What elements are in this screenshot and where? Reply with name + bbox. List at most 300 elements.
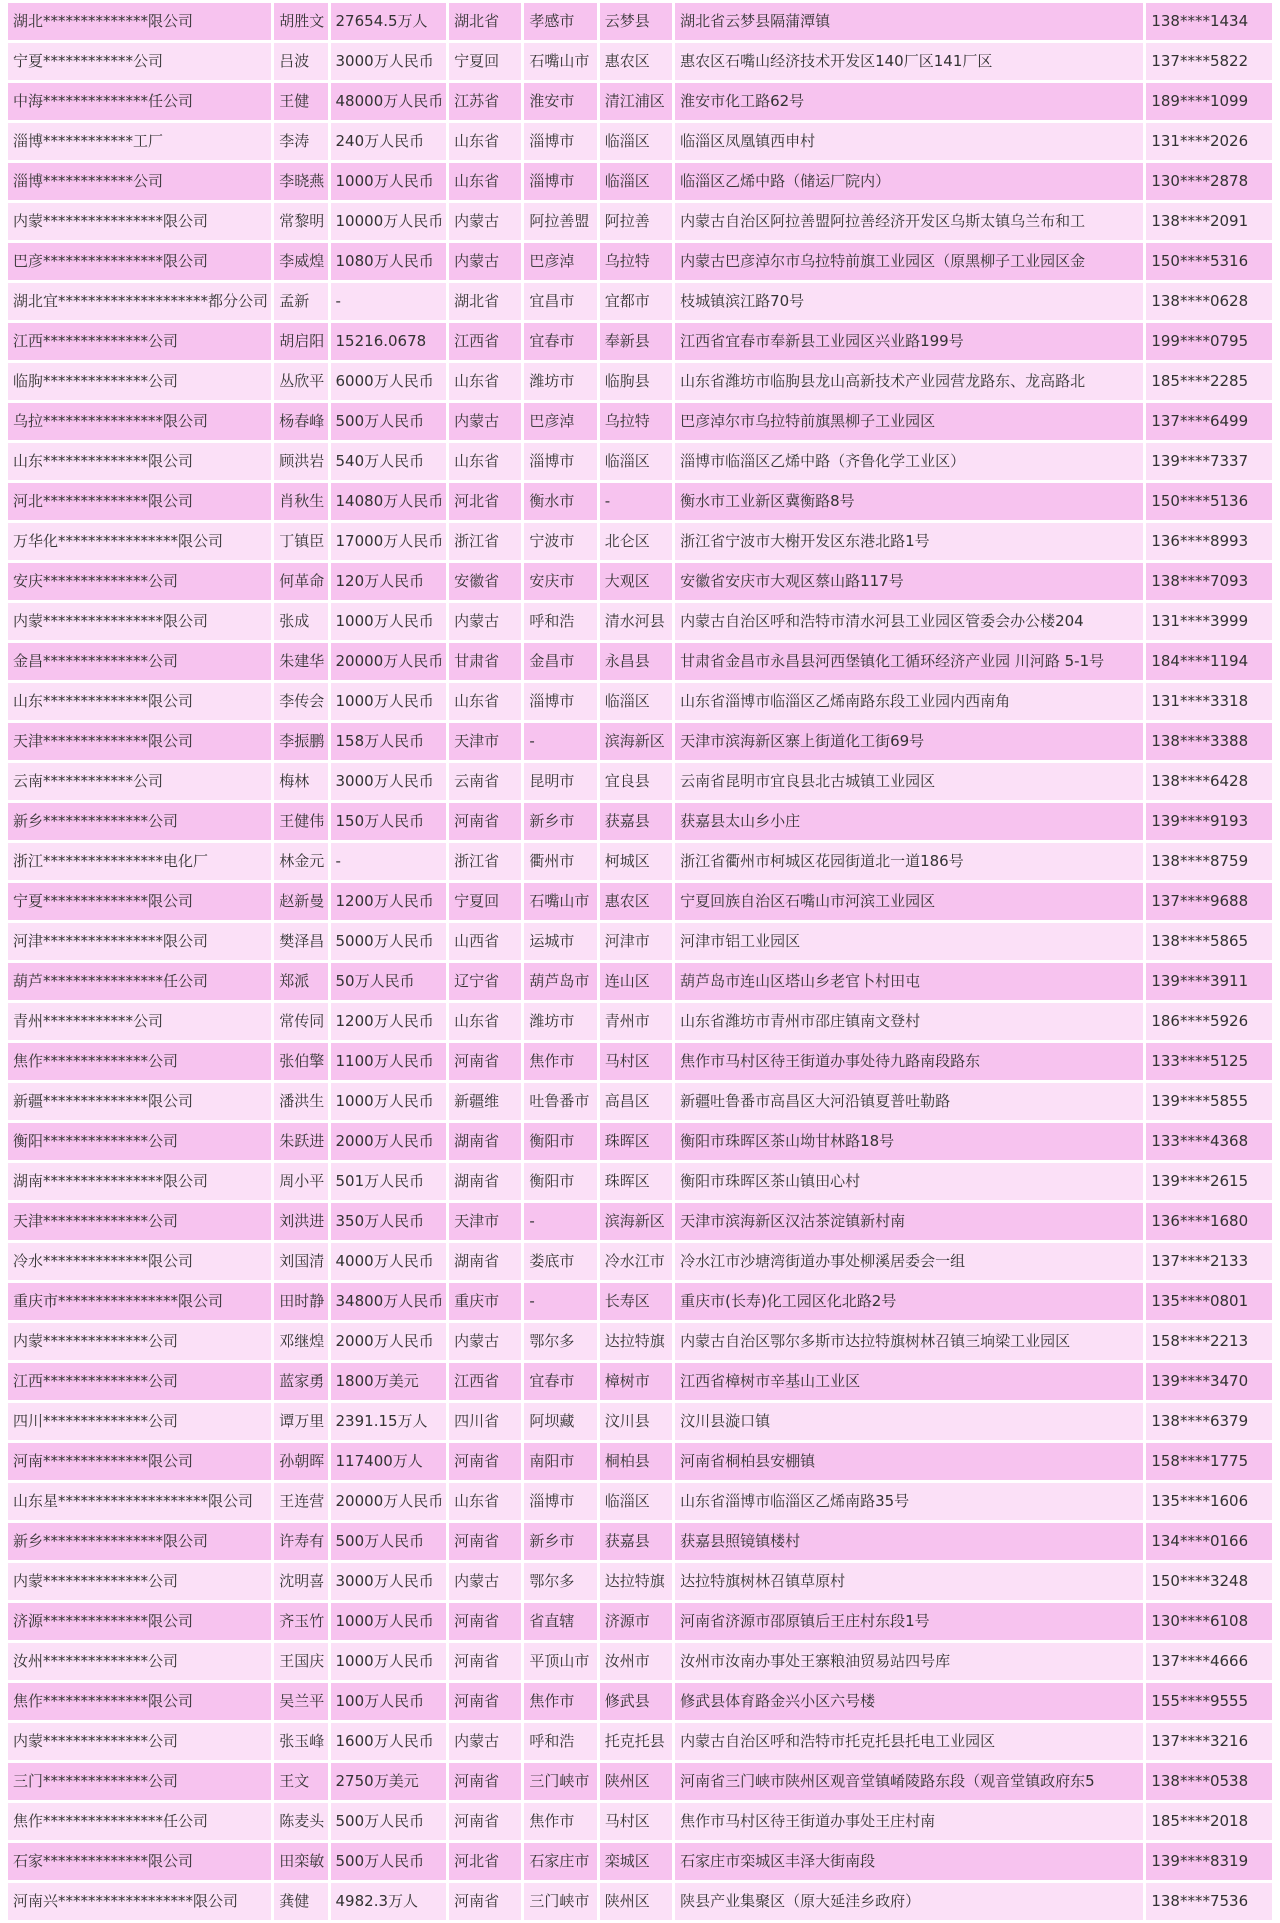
phone-cell: 137****2133 [1146,1243,1272,1283]
city-cell: 潍坊市 [524,1003,596,1043]
province-cell: 天津市 [449,723,521,763]
province-cell: 河北省 [449,1843,521,1883]
registered-capital-cell: 1200万人民币 [331,883,447,923]
table-row [8,1843,1272,1883]
company-name-cell: 内蒙****************限公司 [8,603,271,643]
phone-cell: 137****3216 [1146,1723,1272,1763]
district-cell: 樟树市 [600,1363,672,1403]
phone-cell: 137****4666 [1146,1643,1272,1683]
city-cell: 淄博市 [524,123,596,163]
company-name-cell: 焦作**************限公司 [8,1683,271,1723]
address-cell: 淮安市化工路62号 [675,83,1143,123]
address-cell: 山东省淄博市临淄区乙烯南路东段工业园内西南角 [675,683,1143,723]
company-name-cell: 青州************公司 [8,1003,271,1043]
registered-capital-cell: 4982.3万人 [331,1883,447,1923]
registered-capital-cell: 2000万人民币 [331,1323,447,1363]
registered-capital-cell: 1000万人民币 [331,1083,447,1123]
city-cell: 平顶山市 [524,1643,596,1683]
company-name-cell: 石家**************限公司 [8,1843,271,1883]
phone-cell: 138****5865 [1146,923,1272,963]
address-cell: 衡阳市珠晖区茶山坳甘林路18号 [675,1123,1143,1163]
district-cell: 托克托县 [600,1723,672,1763]
company-name-cell: 江西**************公司 [8,1363,271,1403]
registered-capital-cell: 1800万美元 [331,1363,447,1403]
province-cell: 山东省 [449,123,521,163]
city-cell: 鄂尔多 [524,1323,596,1363]
phone-cell: 139****3911 [1146,963,1272,1003]
district-cell: 滨海新区 [600,723,672,763]
city-cell: 运城市 [524,923,596,963]
address-cell: 淄博市临淄区乙烯中路（齐鲁化学工业区） [675,443,1143,483]
table-row [8,523,1272,563]
district-cell: 乌拉特 [600,243,672,283]
registered-capital-cell: 2000万人民币 [331,1123,447,1163]
district-cell: 临淄区 [600,1483,672,1523]
district-cell: 汝州市 [600,1643,672,1683]
province-cell: 山东省 [449,443,521,483]
legal-rep-cell: 林金元 [274,843,327,883]
legal-rep-cell: 何革命 [274,563,327,603]
registered-capital-cell: 4000万人民币 [331,1243,447,1283]
phone-cell: 130****2878 [1146,163,1272,203]
district-cell: 阿拉善 [600,203,672,243]
table-row [8,563,1272,603]
legal-rep-cell: 常黎明 [274,203,327,243]
registered-capital-cell: 2391.15万人 [331,1403,447,1443]
company-name-cell: 宁夏**************限公司 [8,883,271,923]
district-cell: - [600,483,672,523]
legal-rep-cell: 齐玉竹 [274,1603,327,1643]
company-name-cell: 湖北**************限公司 [8,3,271,43]
registered-capital-cell: 350万人民币 [331,1203,447,1243]
legal-rep-cell: 李晓燕 [274,163,327,203]
city-cell: 南阳市 [524,1443,596,1483]
company-name-cell: 中海**************任公司 [8,83,271,123]
address-cell: 汝州市汝南办事处王寨粮油贸易站四号库 [675,1643,1143,1683]
company-name-cell: 天津**************限公司 [8,723,271,763]
district-cell: 滨海新区 [600,1203,672,1243]
district-cell: 陕州区 [600,1883,672,1923]
city-cell: 衡阳市 [524,1123,596,1163]
table-body [8,3,1272,1923]
legal-rep-cell: 龚健 [274,1883,327,1923]
district-cell: 惠农区 [600,43,672,83]
table-row [8,723,1272,763]
company-name-cell: 万华化****************限公司 [8,523,271,563]
table-row [8,1363,1272,1403]
city-cell: 淮安市 [524,83,596,123]
phone-cell: 130****6108 [1146,1603,1272,1643]
province-cell: 重庆市 [449,1283,521,1323]
district-cell: 永昌县 [600,643,672,683]
province-cell: 内蒙古 [449,243,521,283]
company-name-cell: 新疆**************限公司 [8,1083,271,1123]
company-name-cell: 新乡**************公司 [8,803,271,843]
address-cell: 焦作市马村区待王街道办事处待九路南段路东 [675,1043,1143,1083]
registered-capital-cell: 1000万人民币 [331,1603,447,1643]
table-row [8,1723,1272,1763]
company-name-cell: 江西**************公司 [8,323,271,363]
phone-cell: 137****5822 [1146,43,1272,83]
province-cell: 云南省 [449,763,521,803]
phone-cell: 138****2091 [1146,203,1272,243]
address-cell: 河南省济源市邵原镇后王庄村东段1号 [675,1603,1143,1643]
company-name-cell: 三门**************公司 [8,1763,271,1803]
address-cell: 天津市滨海新区寨上街道化工街69号 [675,723,1143,763]
company-name-cell: 山东星********************限公司 [8,1483,271,1523]
legal-rep-cell: 杨春峰 [274,403,327,443]
city-cell: 衡水市 [524,483,596,523]
phone-cell: 131****3999 [1146,603,1272,643]
province-cell: 湖南省 [449,1163,521,1203]
company-name-cell: 内蒙**************公司 [8,1723,271,1763]
address-cell: 冷水江市沙塘湾街道办事处柳溪居委会一组 [675,1243,1143,1283]
address-cell: 陕县产业集聚区（原大延洼乡政府） [675,1883,1143,1923]
registered-capital-cell: 120万人民币 [331,563,447,603]
city-cell: 淄博市 [524,443,596,483]
phone-cell: 150****3248 [1146,1563,1272,1603]
table-row [8,1443,1272,1483]
phone-cell: 158****1775 [1146,1443,1272,1483]
district-cell: 陕州区 [600,1763,672,1803]
city-cell: 石嘴山市 [524,883,596,923]
phone-cell: 139****2615 [1146,1163,1272,1203]
table-row [8,283,1272,323]
legal-rep-cell: 樊泽昌 [274,923,327,963]
table-row [8,163,1272,203]
legal-rep-cell: 吴兰平 [274,1683,327,1723]
address-cell: 获嘉县太山乡小庄 [675,803,1143,843]
registered-capital-cell: 3000万人民币 [331,763,447,803]
legal-rep-cell: 顾洪岩 [274,443,327,483]
company-name-cell: 河南**************限公司 [8,1443,271,1483]
address-cell: 葫芦岛市连山区塔山乡老官卜村田屯 [675,963,1143,1003]
phone-cell: 138****0538 [1146,1763,1272,1803]
company-name-cell: 浙江****************电化厂 [8,843,271,883]
company-name-cell: 金昌**************公司 [8,643,271,683]
registered-capital-cell: 1200万人民币 [331,1003,447,1043]
province-cell: 天津市 [449,1203,521,1243]
company-name-cell: 冷水**************限公司 [8,1243,271,1283]
city-cell: 宜春市 [524,323,596,363]
table-row [8,83,1272,123]
province-cell: 江西省 [449,323,521,363]
city-cell: 潍坊市 [524,363,596,403]
legal-rep-cell: 胡胜文 [274,3,327,43]
legal-rep-cell: 周小平 [274,1163,327,1203]
legal-rep-cell: 朱建华 [274,643,327,683]
registered-capital-cell: 48000万人民币 [331,83,447,123]
registered-capital-cell: 1000万人民币 [331,603,447,643]
province-cell: 湖南省 [449,1123,521,1163]
registered-capital-cell: 14080万人民币 [331,483,447,523]
city-cell: 衡阳市 [524,1163,596,1203]
district-cell: 奉新县 [600,323,672,363]
table-row [8,403,1272,443]
registered-capital-cell: 20000万人民币 [331,643,447,683]
district-cell: 北仑区 [600,523,672,563]
legal-rep-cell: 王健伟 [274,803,327,843]
phone-cell: 185****2018 [1146,1803,1272,1843]
province-cell: 山东省 [449,163,521,203]
province-cell: 宁夏回 [449,883,521,923]
district-cell: 临淄区 [600,163,672,203]
phone-cell: 133****5125 [1146,1043,1272,1083]
province-cell: 山西省 [449,923,521,963]
phone-cell: 185****2285 [1146,363,1272,403]
district-cell: 获嘉县 [600,1523,672,1563]
city-cell: 新乡市 [524,803,596,843]
legal-rep-cell: 陈麦头 [274,1803,327,1843]
district-cell: 河津市 [600,923,672,963]
registered-capital-cell: 117400万人 [331,1443,447,1483]
table-row [8,1803,1272,1843]
city-cell: 呼和浩 [524,603,596,643]
phone-cell: 155****9555 [1146,1683,1272,1723]
legal-rep-cell: 李振鹏 [274,723,327,763]
city-cell: 淄博市 [524,1483,596,1523]
province-cell: 内蒙古 [449,403,521,443]
province-cell: 辽宁省 [449,963,521,1003]
province-cell: 河南省 [449,1443,521,1483]
city-cell: 宁波市 [524,523,596,563]
address-cell: 内蒙古巴彦淖尔市乌拉特前旗工业园区（原黑柳子工业园区金 [675,243,1143,283]
company-name-cell: 临朐**************公司 [8,363,271,403]
address-cell: 江西省宜春市奉新县工业园区兴业路199号 [675,323,1143,363]
address-cell: 临淄区凤凰镇西申村 [675,123,1143,163]
province-cell: 湖北省 [449,283,521,323]
table-row [8,323,1272,363]
table-row [8,483,1272,523]
province-cell: 河南省 [449,1043,521,1083]
district-cell: 高昌区 [600,1083,672,1123]
table-row [8,1203,1272,1243]
table-row [8,763,1272,803]
city-cell: 孝感市 [524,3,596,43]
address-cell: 内蒙古自治区鄂尔多斯市达拉特旗树林召镇三垧梁工业园区 [675,1323,1143,1363]
registered-capital-cell: 2750万美元 [331,1763,447,1803]
address-cell: 内蒙古自治区阿拉善盟阿拉善经济开发区乌斯太镇乌兰布和工 [675,203,1143,243]
phone-cell: 138****3388 [1146,723,1272,763]
legal-rep-cell: 田栾敏 [274,1843,327,1883]
district-cell: 临淄区 [600,123,672,163]
district-cell: 珠晖区 [600,1163,672,1203]
address-cell: 惠农区石嘴山经济技术开发区140厂区141厂区 [675,43,1143,83]
city-cell: 巴彦淖 [524,403,596,443]
address-cell: 安徽省安庆市大观区蔡山路117号 [675,563,1143,603]
phone-cell: 184****1194 [1146,643,1272,683]
province-cell: 安徽省 [449,563,521,603]
phone-cell: 199****0795 [1146,323,1272,363]
company-name-cell: 宁夏************公司 [8,43,271,83]
city-cell: 焦作市 [524,1043,596,1083]
table-row [8,1243,1272,1283]
legal-rep-cell: 朱跃进 [274,1123,327,1163]
address-cell: 湖北省云梦县隔蒲潭镇 [675,3,1143,43]
province-cell: 河南省 [449,803,521,843]
phone-cell: 139****9193 [1146,803,1272,843]
company-name-cell: 葫芦****************任公司 [8,963,271,1003]
phone-cell: 133****4368 [1146,1123,1272,1163]
legal-rep-cell: 谭万里 [274,1403,327,1443]
table-row [8,43,1272,83]
district-cell: 连山区 [600,963,672,1003]
address-cell: 获嘉县照镜镇楼村 [675,1523,1143,1563]
table-row [8,1283,1272,1323]
registered-capital-cell: 100万人民币 [331,1683,447,1723]
table-row [8,603,1272,643]
address-cell: 浙江省宁波市大榭开发区东港北路1号 [675,523,1143,563]
city-cell: 省直辖 [524,1603,596,1643]
registered-capital-cell: 1000万人民币 [331,683,447,723]
district-cell: 清江浦区 [600,83,672,123]
registered-capital-cell: 500万人民币 [331,1843,447,1883]
province-cell: 山东省 [449,683,521,723]
table-row [8,203,1272,243]
district-cell: 汶川县 [600,1403,672,1443]
district-cell: 长寿区 [600,1283,672,1323]
legal-rep-cell: 潘洪生 [274,1083,327,1123]
city-cell: 昆明市 [524,763,596,803]
province-cell: 四川省 [449,1403,521,1443]
province-cell: 宁夏回 [449,43,521,83]
legal-rep-cell: 梅林 [274,763,327,803]
table-row [8,243,1272,283]
address-cell: 内蒙古自治区呼和浩特市托克托县托电工业园区 [675,1723,1143,1763]
city-cell: 石嘴山市 [524,43,596,83]
city-cell: 三门峡市 [524,1763,596,1803]
city-cell: 衢州市 [524,843,596,883]
district-cell: 临淄区 [600,683,672,723]
province-cell: 内蒙古 [449,1563,521,1603]
province-cell: 湖南省 [449,1243,521,1283]
address-cell: 重庆市(长寿)化工园区化北路2号 [675,1283,1143,1323]
district-cell: 达拉特旗 [600,1323,672,1363]
district-cell: 大观区 [600,563,672,603]
city-cell: 宜春市 [524,1363,596,1403]
company-name-cell: 山东**************限公司 [8,443,271,483]
province-cell: 河南省 [449,1683,521,1723]
table-row [8,1763,1272,1803]
company-name-cell: 巴彦****************限公司 [8,243,271,283]
legal-rep-cell: 孟新 [274,283,327,323]
province-cell: 河南省 [449,1763,521,1803]
company-name-cell: 湖南****************限公司 [8,1163,271,1203]
table-row [8,3,1272,43]
company-name-cell: 云南************公司 [8,763,271,803]
phone-cell: 186****5926 [1146,1003,1272,1043]
city-cell: - [524,1203,596,1243]
district-cell: 清水河县 [600,603,672,643]
company-name-cell: 淄博************工厂 [8,123,271,163]
legal-rep-cell: 丛欣平 [274,363,327,403]
legal-rep-cell: 孙朝晖 [274,1443,327,1483]
legal-rep-cell: 张伯擎 [274,1043,327,1083]
registered-capital-cell: 17000万人民币 [331,523,447,563]
phone-cell: 134****0166 [1146,1523,1272,1563]
table-row [8,363,1272,403]
city-cell: 阿拉善盟 [524,203,596,243]
province-cell: 内蒙古 [449,203,521,243]
phone-cell: 138****0628 [1146,283,1272,323]
legal-rep-cell: 王连营 [274,1483,327,1523]
company-name-cell: 内蒙****************限公司 [8,203,271,243]
district-cell: 临淄区 [600,443,672,483]
table-row [8,843,1272,883]
city-cell: 阿坝藏 [524,1403,596,1443]
phone-cell: 139****7337 [1146,443,1272,483]
legal-rep-cell: 王健 [274,83,327,123]
legal-rep-cell: 沈明喜 [274,1563,327,1603]
city-cell: 吐鲁番市 [524,1083,596,1123]
district-cell: 马村区 [600,1803,672,1843]
city-cell: 巴彦淖 [524,243,596,283]
table-row [8,1643,1272,1683]
table-row [8,1083,1272,1123]
legal-rep-cell: 常传同 [274,1003,327,1043]
address-cell: 宁夏回族自治区石嘴山市河滨工业园区 [675,883,1143,923]
address-cell: 河南省三门峡市陕州区观音堂镇崤陵路东段（观音堂镇政府东5 [675,1763,1143,1803]
province-cell: 河北省 [449,483,521,523]
table-row [8,1883,1272,1923]
province-cell: 内蒙古 [449,1323,521,1363]
registered-capital-cell: 1000万人民币 [331,1643,447,1683]
company-name-cell: 汝州**************公司 [8,1643,271,1683]
phone-cell: 131****2026 [1146,123,1272,163]
phone-cell: 135****0801 [1146,1283,1272,1323]
province-cell: 湖北省 [449,3,521,43]
company-name-cell: 湖北宜********************都分公司 [8,283,271,323]
company-name-cell: 内蒙**************公司 [8,1563,271,1603]
registered-capital-cell: 3000万人民币 [331,1563,447,1603]
legal-rep-cell: 赵新曼 [274,883,327,923]
registered-capital-cell: 1100万人民币 [331,1043,447,1083]
phone-cell: 138****7536 [1146,1883,1272,1923]
company-name-cell: 河津****************限公司 [8,923,271,963]
registered-capital-cell: 5000万人民币 [331,923,447,963]
legal-rep-cell: 田时静 [274,1283,327,1323]
legal-rep-cell: 郑派 [274,963,327,1003]
phone-cell: 139****3470 [1146,1363,1272,1403]
province-cell: 山东省 [449,1003,521,1043]
address-cell: 江西省樟树市辛基山工业区 [675,1363,1143,1403]
company-name-cell: 天津**************公司 [8,1203,271,1243]
province-cell: 浙江省 [449,523,521,563]
phone-cell: 158****2213 [1146,1323,1272,1363]
address-cell: 达拉特旗树林召镇草原村 [675,1563,1143,1603]
address-cell: 山东省淄博市临淄区乙烯南路35号 [675,1483,1143,1523]
address-cell: 汶川县漩口镇 [675,1403,1143,1443]
registered-capital-cell: 27654.5万人 [331,3,447,43]
city-cell: 焦作市 [524,1803,596,1843]
legal-rep-cell: 胡启阳 [274,323,327,363]
address-cell: 枝城镇滨江路70号 [675,283,1143,323]
district-cell: 达拉特旗 [600,1563,672,1603]
company-name-cell: 安庆**************公司 [8,563,271,603]
registered-capital-cell: - [331,283,447,323]
city-cell: 宜昌市 [524,283,596,323]
city-cell: - [524,1283,596,1323]
phone-cell: 150****5136 [1146,483,1272,523]
district-cell: 栾城区 [600,1843,672,1883]
company-name-cell: 内蒙**************公司 [8,1323,271,1363]
district-cell: 青州市 [600,1003,672,1043]
district-cell: 冷水江市 [600,1243,672,1283]
table-row [8,1403,1272,1443]
legal-rep-cell: 张玉峰 [274,1723,327,1763]
legal-rep-cell: 王国庆 [274,1643,327,1683]
city-cell: 焦作市 [524,1683,596,1723]
